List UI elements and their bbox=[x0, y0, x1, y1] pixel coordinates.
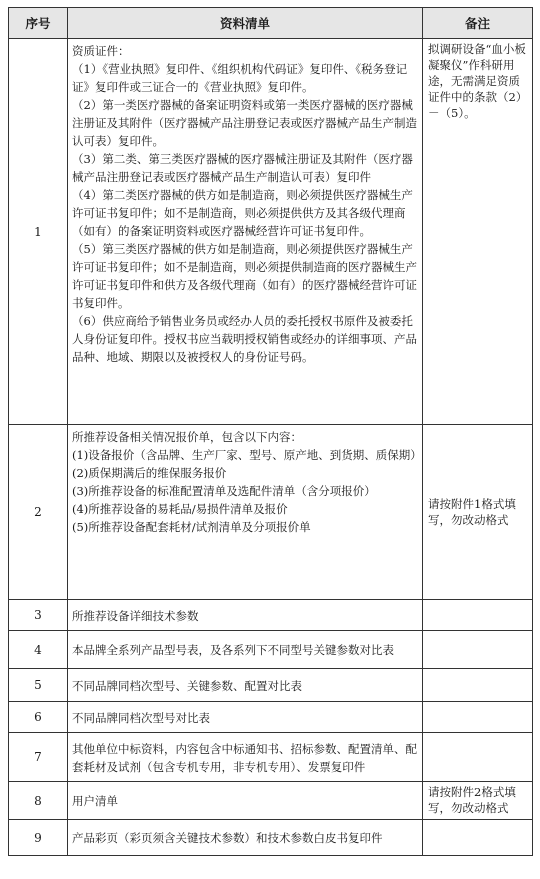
header-row bbox=[9, 8, 533, 39]
row-content bbox=[68, 600, 423, 631]
table-row bbox=[9, 600, 533, 631]
content-line: (3)所推荐设备的标准配置清单及选配件清单（含分项报价） bbox=[72, 484, 376, 498]
table-row bbox=[9, 631, 533, 669]
header-seq: 序号 bbox=[9, 8, 68, 39]
content-line: (4)所推荐设备的易耗品/易损件清单及报价 bbox=[72, 502, 288, 516]
row-note bbox=[423, 820, 533, 856]
content-line: 不同品牌同档次型号对比表 bbox=[72, 710, 210, 725]
row-number: 1 bbox=[9, 39, 68, 425]
row-note bbox=[423, 631, 533, 669]
header-note: 备注 bbox=[423, 8, 533, 39]
content-line: 所推荐设备详细技术参数 bbox=[72, 608, 199, 623]
row-note: 请按附件2格式填写，勿改动格式 bbox=[423, 782, 533, 820]
content-line: 不同品牌同档次型号、关键参数、配置对比表 bbox=[72, 678, 302, 693]
table-header bbox=[9, 8, 533, 39]
row-content bbox=[68, 669, 423, 702]
header-content: 资料清单 bbox=[68, 8, 423, 39]
row-note: 拟调研设备“血小板凝聚仪”作科研用途，无需满足资质证件中的条款（2）－（5）。 bbox=[423, 39, 533, 425]
row-content bbox=[68, 733, 423, 782]
content-line: 所推荐设备相关情况报价单，包含以下内容： bbox=[72, 430, 302, 444]
row-content bbox=[68, 702, 423, 733]
row-number: 9 bbox=[9, 820, 68, 856]
table-row bbox=[9, 702, 533, 733]
content-line: （2）第一类医疗器械的备案证明资料或第一类医疗器械的医疗器械注册证及其附件（医疗器械产品注册登记表或医疗器械产品生产制造认可表）复印件。 bbox=[72, 98, 417, 148]
content-line: 产品彩页（彩页须含关键技术参数）和技术参数白皮书复印件 bbox=[72, 831, 383, 845]
row-number: 7 bbox=[9, 733, 68, 782]
table-body bbox=[9, 39, 533, 856]
table-row bbox=[9, 782, 533, 820]
row-note bbox=[423, 600, 533, 631]
document-table bbox=[8, 7, 533, 856]
table-row bbox=[9, 425, 533, 600]
content-line: 其他单位中标资料，内容包含中标通知书、招标参数、配置清单、配套耗材及试剂（包含专机专用，非专机专用）、发票复印件 bbox=[72, 741, 417, 774]
row-number: 4 bbox=[9, 631, 68, 669]
row-number: 3 bbox=[9, 600, 68, 631]
row-note: 请按附件1格式填写，勿改动格式 bbox=[423, 425, 533, 600]
row-number: 6 bbox=[9, 702, 68, 733]
table-row bbox=[9, 820, 533, 856]
content-line: （1）《营业执照》复印件、《组织机构代码证》复印件、《税务登记证》复印件或三证合一的《营业执照》复印件。 bbox=[72, 62, 408, 94]
row-number: 8 bbox=[9, 782, 68, 820]
row-content bbox=[68, 39, 423, 425]
row-number: 5 bbox=[9, 669, 68, 702]
table-row bbox=[9, 669, 533, 702]
content-line: 资质证件： bbox=[72, 44, 130, 58]
row-number: 2 bbox=[9, 425, 68, 600]
row-content bbox=[68, 631, 423, 669]
table-row bbox=[9, 39, 533, 425]
content-line: 用户清单 bbox=[72, 794, 118, 808]
content-line: (5)所推荐设备配套耗材/试剂清单及分项报价单 bbox=[72, 520, 311, 534]
content-line: 本品牌全系列产品型号表，及各系列下不同型号关键参数对比表 bbox=[72, 643, 394, 657]
row-note bbox=[423, 669, 533, 702]
row-note bbox=[423, 733, 533, 782]
row-content bbox=[68, 820, 423, 856]
row-content bbox=[68, 425, 423, 600]
content-line: （4）第二类医疗器械的供方如是制造商，则必须提供医疗器械生产许可证书复印件；如不是制造商，则必须提供供方及其各级代理商（如有）的备案证明资料或医疗器械经营许可证书复印件。 bbox=[72, 188, 413, 238]
content-line: （6）供应商给予销售业务员或经办人员的委托授权书原件及被委托人身份证复印件。授权书应当载明授权销售或经办的详细事项、产品品种、地域、期限以及被授权人的身份证号码。 bbox=[72, 314, 417, 364]
content-line: (1)设备报价（含品牌、生产厂家、型号、原产地、到货期、质保期） bbox=[72, 448, 422, 462]
content-line: （3）第二类、第三类医疗器械的医疗器械注册证及其附件（医疗器械产品注册登记表或医疗器械产品生产制造认可表）复印件 bbox=[72, 152, 413, 184]
table-row bbox=[9, 733, 533, 782]
row-note bbox=[423, 702, 533, 733]
row-content bbox=[68, 782, 423, 820]
content-line: （5）第三类医疗器械的供方如是制造商，则必须提供医疗器械生产许可证书复印件；如不是制造商，则必须提供制造商的医疗器械生产许可证书复印件和供方及各级代理商（如有）的医疗器械经营许可证书复印件。 bbox=[72, 242, 417, 310]
content-line: (2)质保期满后的维保服务报价 bbox=[72, 466, 227, 480]
